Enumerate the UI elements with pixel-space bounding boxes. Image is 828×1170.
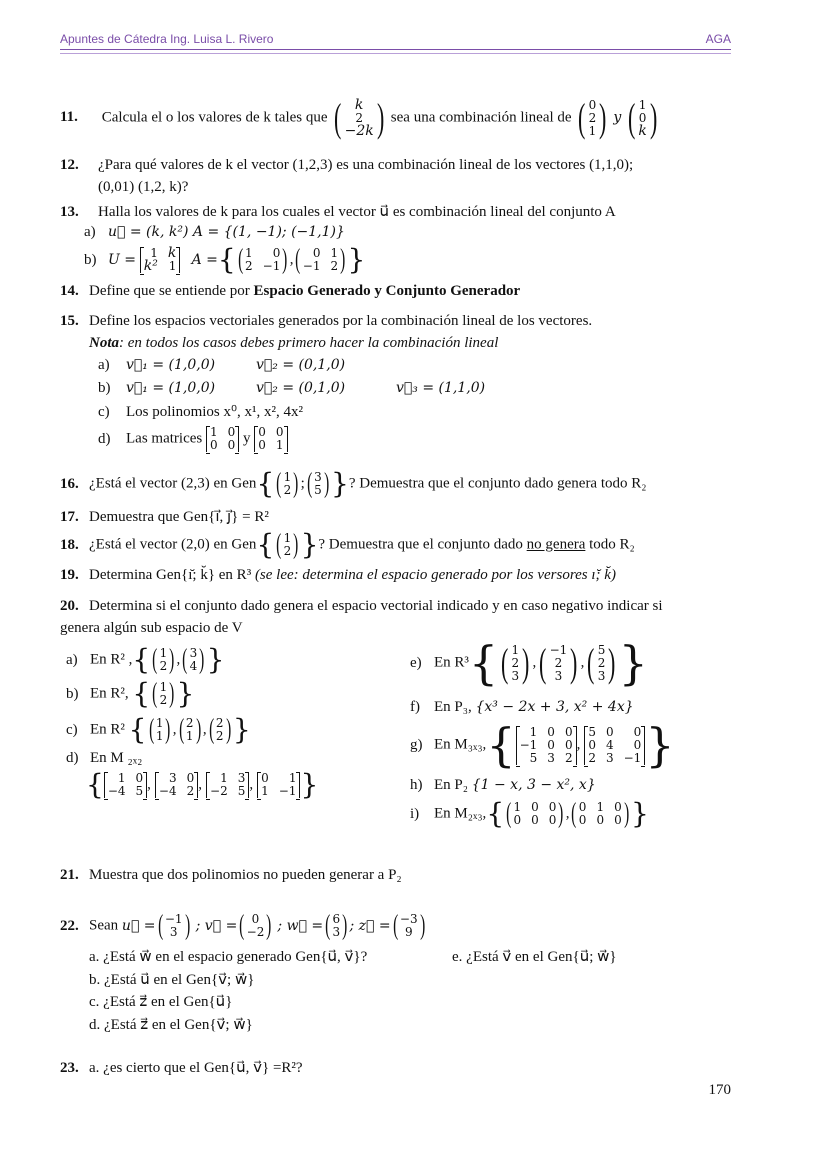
header-rule: [60, 49, 731, 50]
problem-20h: h) En P₂ {1 − x, 3 − x², x}: [410, 777, 596, 793]
problem-20e: e) En R³{ ( 1 2 3 ) , ( −1 2 3 ) , ( 5 2 3 ) }: [410, 636, 648, 690]
vector-k2-2k: ( k 2 −2k ): [334, 95, 385, 140]
problem-text: Calcula el o los valores de k tales que: [101, 109, 328, 126]
problem-15b: b) v⃗₁ = (1,0,0) v⃗₂ = (0,1,0) v⃗₃ = (1,1,0): [98, 380, 486, 396]
problem-13b: b) U = 1 k k² 1 A ={ ( 1 0 2 −1 ) , ( 0 1 −1 2 ) }: [84, 243, 366, 276]
problem-23: 23. a. ¿es cierto que el Gen{u⃗, v⃗} =R²?: [60, 1060, 303, 1076]
problem-15a: a) v⃗₁ = (1,0,0) v⃗₂ = (0,1,0): [98, 357, 346, 373]
problem-20c: c) En R² { ( 1 1 ) , ( 2 1 ) , ( 2 2 ) }: [66, 713, 251, 746]
problem-22c: c. ¿Está z⃗ en el Gen{u⃗}: [89, 994, 233, 1010]
problem-22b: b. ¿Está u⃗ en el Gen{v⃗; w⃗}: [89, 972, 255, 988]
problem-14: 14. Define que se entiende por Espacio Generado y Conjunto Generador: [60, 283, 521, 299]
header-rule-thin: [60, 53, 731, 54]
problem-12-cont: (0,01) (1,2, k)?: [98, 179, 189, 195]
problem-20g: g) En M₃ₓ₃,{ 1 0 0 −1 0 0 5 3 2 , 5 0 0 0 4 0 2 3 −1 }: [410, 718, 675, 772]
problem-11: 11. Calcula el o los valores de k tales que ( k 2 −2k ) sea una combinación lineal de ( 0 2 1 ) y ( 1 0 k ): [60, 98, 660, 138]
problem-20a: a) En R² ,{ ( 1 2 ) , ( 3 4 ) }: [66, 643, 225, 676]
problem-18: 18. ¿Está el vector (2,0) en Gen{ ( 1 2 ) }? Demuestra que el conjunto dado no genera todo R₂: [60, 528, 635, 561]
problem-20: 20. Determina si el conjunto dado genera el espacio vectorial indicado y en caso negativo indicar si: [60, 598, 663, 614]
problem-16: 16. ¿Está el vector (2,3) en Gen{ ( 1 2 ) ; ( 3 5 ) }? Demuestra que el conjunto dado genera todo R₂: [60, 467, 647, 500]
vector-10k: ( 1 0 k ): [628, 95, 658, 140]
problem-text: Halla los valores de k para los cuales el vector u⃗ es combinación lineal del conjunto A: [98, 204, 616, 220]
problem-12: 12. ¿Para qué valores de k el vector (1,2,3) es una combinación lineal de los vectores (1,1,0);: [60, 157, 634, 173]
problem-15c: c) Los polinomios x⁰, x¹, x², 4x²: [98, 404, 304, 420]
header-subject: AGA: [705, 32, 731, 46]
problem-22e: e. ¿Está v⃗ en el Gen{u⃗; w⃗}: [452, 949, 617, 965]
problem-text: ¿Para qué valores de k el vector (1,2,3) es una combinación lineal de los vectores (1,1,0);: [98, 157, 634, 173]
problem-21: 21. Muestra que dos polinomios no pueden generar a P₂: [60, 867, 402, 883]
problem-15: 15. Define los espacios vectoriales generados por la combinación lineal de los vectores.: [60, 313, 593, 329]
problem-20b: b) En R², { ( 1 2 ) }: [66, 677, 195, 710]
problem-17: 17. Demuestra que Gen{ı⃗, ȷ⃗} = R²: [60, 509, 269, 525]
problem-text: sea una combinación lineal de: [390, 109, 572, 126]
problem-19: 19. Determina Gen{ı̆; k̆} en R³ (se lee: determina el espacio generado por los versores ı̆; k̆): [60, 567, 616, 583]
problem-20f: f) En P₃, {x³ − 2x + 3, x² + 4x}: [410, 699, 634, 715]
problem-20-cont: genera algún sub espacio de V: [60, 620, 243, 636]
problem-15d: d) Las matrices 1 0 0 0 y 0 0 0 1: [98, 426, 288, 452]
problem-20d: d) En M ₂ₓ₂: [66, 750, 143, 766]
problem-13a: a) u⃗ = (k, k²) A = {(1, −1); (−1,1)}: [84, 224, 345, 240]
header-title: Apuntes de Cátedra Ing. Luisa L. Rivero: [60, 32, 274, 46]
page-header: [60, 28, 731, 50]
problem-15-note: Nota: en todos los casos debes primero hacer la combinación lineal: [89, 335, 499, 351]
problem-22a: a. ¿Está w⃗ en el espacio generado Gen{u⃗, v⃗}?: [89, 949, 368, 965]
matrix-U: 1 k k² 1: [140, 247, 181, 273]
problem-22d: d. ¿Está z⃗ en el Gen{v⃗; w⃗}: [89, 1017, 253, 1033]
problem-20d-set: { 1 0 −4 5 , 3 0 −4 2 , 1 3 −2 5 , 0 1 1 −1 }: [86, 768, 319, 801]
page-number: 170: [708, 1082, 731, 1098]
problem-13: 13. Halla los valores de k para los cuales el vector u⃗ es combinación lineal del conjunto A: [60, 204, 616, 220]
vector-021: ( 0 2 1 ): [578, 95, 607, 140]
problem-20i: i) En M₂ₓ₃,{ ( 1 0 0 0 0 0 ) , ( 0 1 0 0 0 0 ) }: [410, 797, 649, 830]
problem-number: 11.: [60, 109, 78, 126]
problem-22: 22. Sean u⃗ = ( −1 3 ) ; v⃗ = ( 0 −2 ) ; w⃗ = ( 6 3 ) ; z⃗ = ( −3 9 ): [60, 910, 425, 941]
